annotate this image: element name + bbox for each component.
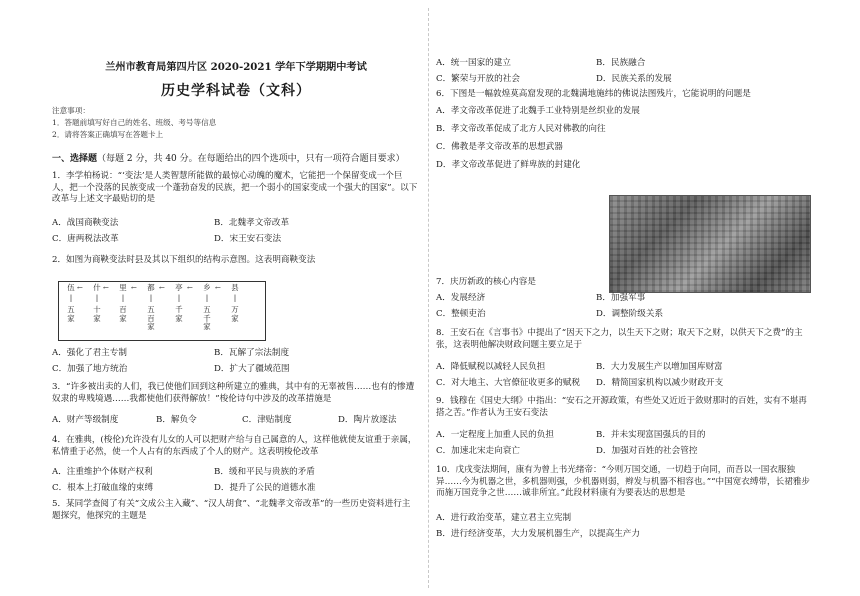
- question-3-stem: 3．“许多被出卖的人们，我已使他们回到这种所建立的雅典，其中有的无辜被售……也有的惨遭奴隶的卑贱境遇……我都使他们获得解放！”梭伦诗句中涉及的改革措施是: [52, 382, 415, 404]
- question-2-option-d[interactable]: D．扩大了疆域范围: [214, 364, 290, 374]
- dunhuang-silk-fragment-image: [609, 195, 811, 293]
- diagram-household-count: 万家: [231, 305, 239, 323]
- question-9-stem: 9．钱穆在《国史大纲》中指出：“安石之开源政策，有些处又近近于敛财那时的百姓，实有不堪再搭之苦。”作者认为王安石变法: [436, 396, 807, 418]
- question-3-option-b[interactable]: B．解负令: [156, 415, 197, 425]
- question-2-option-b[interactable]: B．瓦解了宗法制度: [214, 348, 290, 358]
- diagram-connector: |: [177, 293, 181, 302]
- question-10-option-a[interactable]: A．进行政治变革，建立君主立宪制: [436, 513, 572, 523]
- diagram-connector: |: [95, 293, 99, 302]
- exam-title: 兰州市教育局第四片区 2020-2021 学年下学期期中考试: [105, 61, 367, 73]
- arrow-icon: ←: [215, 284, 221, 292]
- question-10-stem: 10．戊戌变法期间，康有为曾上书光绪帝：“今则万国交通，一切趋于向同，而吾以一国衣服独异……今为机器之世，多机器则强，少机器则弱，辫发与机器不相容也。”“中国宽衣缚带，长裙雅步而施万国竞争之世……诚非所宜。”此段材料康有为要表达的思想是: [436, 465, 811, 499]
- diagram-connector: |: [69, 293, 73, 302]
- diagram-level: 乡: [203, 283, 211, 292]
- question-7-option-a[interactable]: A．发展经济: [436, 293, 486, 303]
- question-8-option-c[interactable]: C．对大地主、大官僚征收更多的赋税: [436, 378, 581, 388]
- section-description: （每题 2 分，共 40 分。在每题给出的四个选项中，只有一项符合题目要求）: [97, 154, 405, 164]
- question-5-option-c[interactable]: C．繁荣与开放的社会: [436, 74, 520, 84]
- question-9-option-d[interactable]: D．加强对百姓的社会管控: [596, 446, 698, 456]
- question-7-stem: 7．庆历新政的核心内容是: [436, 277, 536, 287]
- diagram-level: 什: [93, 283, 101, 292]
- question-5-option-b[interactable]: B．民族融合: [596, 58, 646, 68]
- diagram-household-count: 五千家: [203, 305, 211, 332]
- question-8-stem: 8．王安石在《言事书》中提出了“因天下之力，以生天下之财；取天下之财，以供天下之费”的主张，这表明他解决财政问题主要立足于: [436, 328, 803, 350]
- question-3-option-a[interactable]: A．财产等级制度: [52, 415, 119, 425]
- question-4-option-d[interactable]: D．提升了公民的道德水准: [214, 483, 316, 493]
- diagram-level: 县: [231, 283, 239, 292]
- section-label: 一、选择题: [52, 154, 98, 164]
- diagram-connector: |: [121, 293, 125, 302]
- question-3-option-d[interactable]: D．陶片放逐法: [338, 415, 397, 425]
- question-7-option-d[interactable]: D．调整阶级关系: [596, 309, 664, 319]
- question-7-option-c[interactable]: C．整顿吏治: [436, 309, 486, 319]
- question-4-stem: 4．在雅典，(梭伦)允许没有儿女的人可以把财产给与自己属意的人，这样他就使友谊重于亲属，私情重于必然，使一个人占有的东西成了个人的财产。这表明梭伦改革: [52, 435, 417, 457]
- question-1-option-c[interactable]: C．唐两税法改革: [52, 234, 119, 244]
- question-6-stem: 6．下图是一幅敦煌莫高窟发现的北魏满地施纬的佛说法图残片，它能说明的问题是: [436, 89, 751, 99]
- question-2-option-c[interactable]: C．加强了地方统治: [52, 364, 128, 374]
- diagram-level: 伍: [67, 283, 75, 292]
- question-2-stem: 2．如图为商鞅变法时县及其以下组织的结构示意图。这表明商鞅变法: [52, 255, 316, 265]
- section-heading: [52, 153, 405, 165]
- diagram-connector: |: [205, 293, 209, 302]
- question-6-option-c[interactable]: C．佛教是孝文帝改革的思想武器: [436, 142, 563, 152]
- question-6-option-d[interactable]: D．孝文帝改革促进了鲜卑族的封建化: [436, 160, 581, 170]
- question-6-option-b[interactable]: B．孝文帝改革促成了北方人民对佛教的向往: [436, 124, 606, 134]
- question-3-option-c[interactable]: C．津贴制度: [242, 415, 292, 425]
- organization-diagram: [58, 281, 266, 341]
- diagram-connector: |: [149, 293, 153, 302]
- question-10-option-b[interactable]: B．进行经济变革，大力发展机器生产，以提高生产力: [436, 529, 640, 539]
- question-8-option-b[interactable]: B．大力发展生产以增加国库财富: [596, 362, 723, 372]
- question-1-stem: 1．李学柏杨说：“‘变法’是人类智慧所能做的最惊心动魄的魔术，它能把一个保留变成一个巨人，把一个没落的民族变成一个蓬勃奋发的民族，把一个弱小的国家变成一个强大的国家”。以下改革与上述文字最贴切的是: [52, 171, 418, 205]
- question-1-option-a[interactable]: A．战国商鞅变法: [52, 218, 119, 228]
- diagram-level: 里: [119, 283, 127, 292]
- arrow-icon: ←: [187, 284, 193, 292]
- diagram-level: 亭: [175, 283, 183, 292]
- question-4-option-a[interactable]: A．注重维护个体财产权利: [52, 467, 153, 477]
- diagram-connector: |: [233, 293, 237, 302]
- notice-title: 注意事项：: [52, 106, 90, 115]
- arrow-icon: ←: [131, 284, 137, 292]
- question-5-option-d[interactable]: D．民族关系的发展: [596, 74, 672, 84]
- question-6-option-a[interactable]: A．孝文帝改革促进了北魏手工业特别是丝织业的发展: [436, 106, 640, 116]
- question-2-option-a[interactable]: A．强化了君主专制: [52, 348, 127, 358]
- question-8-option-d[interactable]: D．精简国家机构以减少财政开支: [596, 378, 724, 388]
- question-5-option-a[interactable]: A．统一国家的建立: [436, 58, 511, 68]
- column-divider: [428, 8, 429, 588]
- question-9-option-b[interactable]: B．并未实现富国强兵的目的: [596, 430, 706, 440]
- question-4-option-c[interactable]: C．根本上打破血缘的束缚: [52, 483, 154, 493]
- diagram-household-count: 五百家: [147, 305, 155, 332]
- question-1-option-b[interactable]: B．北魏孝文帝改革: [214, 218, 290, 228]
- notice-item: 2．请将答案正确填写在答题卡上: [52, 130, 164, 139]
- question-1-option-d[interactable]: D．宋王安石变法: [214, 234, 282, 244]
- question-8-option-a[interactable]: A．降低赋税以减轻人民负担: [436, 362, 546, 372]
- question-7-option-b[interactable]: B．加强军事: [596, 293, 646, 303]
- diagram-household-count: 五家: [67, 305, 75, 323]
- arrow-icon: ←: [159, 284, 165, 292]
- diagram-level: 都: [147, 283, 155, 292]
- arrow-icon: ←: [103, 284, 109, 292]
- question-9-option-c[interactable]: C．加速北宋走向衰亡: [436, 446, 520, 456]
- question-5-stem: 5．某同学查阅了有关“文成公主入藏”、“汉人胡食”、“北魏孝文帝改革”的一些历史资料进行主题探究，他探究的主题是: [52, 499, 411, 521]
- subject-title: 历史学科试卷（文科）: [161, 83, 311, 99]
- diagram-household-count: 千家: [175, 305, 183, 323]
- diagram-household-count: 百家: [119, 305, 127, 323]
- arrow-icon: ←: [77, 284, 83, 292]
- question-4-option-b[interactable]: B．缓和平民与贵族的矛盾: [214, 467, 315, 477]
- diagram-household-count: 十家: [93, 305, 101, 323]
- question-9-option-a[interactable]: A．一定程度上加重人民的负担: [436, 430, 554, 440]
- notice-item: 1．答题前填写好自己的姓名、班级、考号等信息: [52, 118, 217, 127]
